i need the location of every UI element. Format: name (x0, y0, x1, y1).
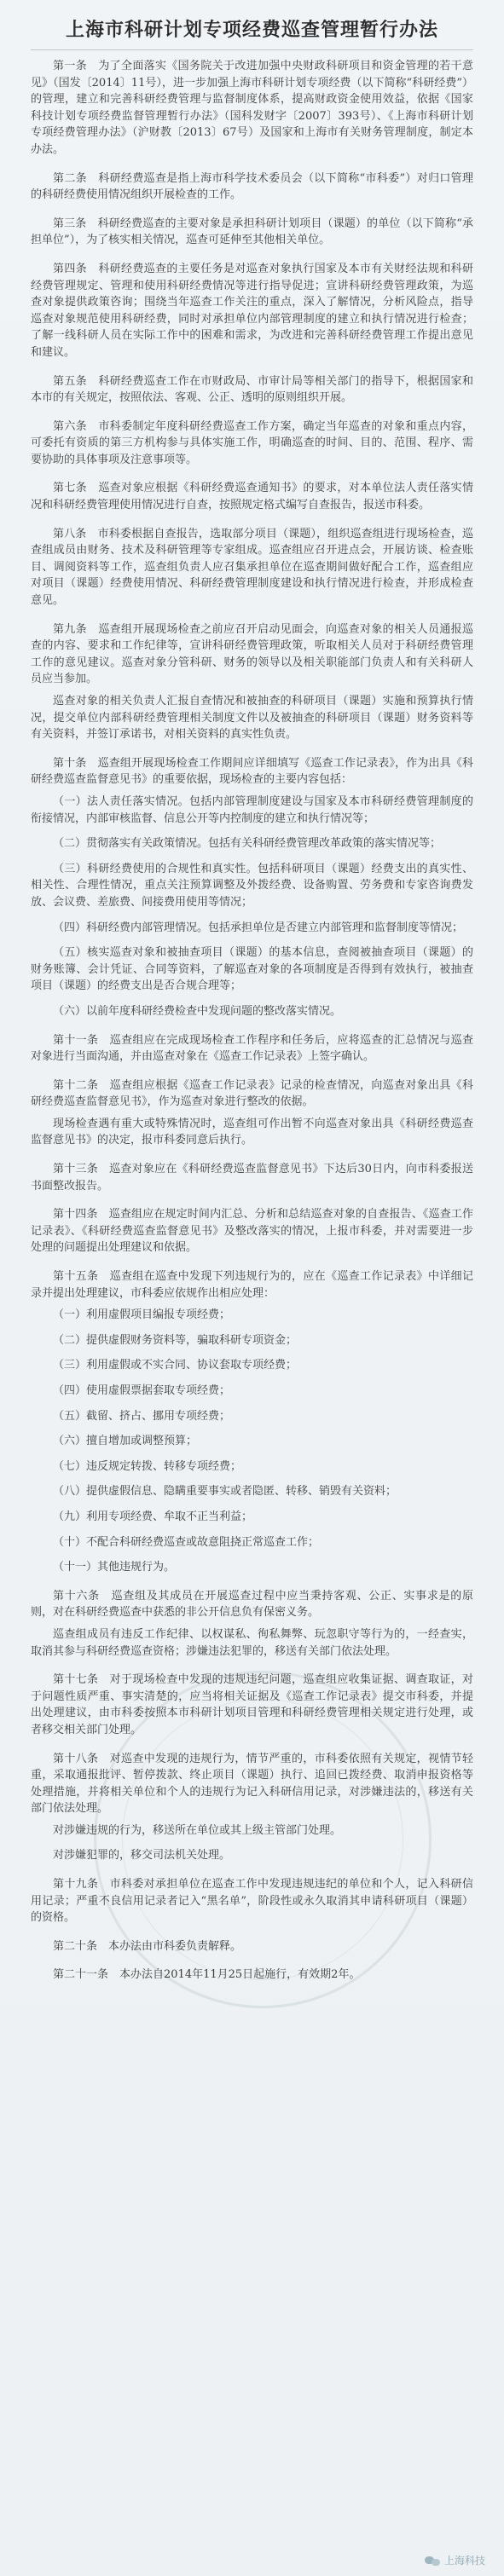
article-9-continued: 巡查对象的相关负责人汇报自查情况和被抽查的科研项目（课题）实施和预算执行情况，提交单位内部科研经费管理相关制度文件以及被抽查的科研项目（课题）财务资料等有关资料，并签订承诺书，对相关资料的真实性负责。 (31, 695, 473, 742)
document-body (31, 58, 473, 1996)
article-1: 第一条 为了全面落实《国务院关于改进加强中央财政科研项目和资金管理的若干意见》（国发〔2014〕11号），进一步加强上海市科研计划专项经费（以下简称“科研经费”）的管理，建立和完善科研经费管理与监督制度体系，提高财政资金使用效益，依据《国家科技计划专项经费监督管理暂行办法》（国科发财字〔2007〕393号）、《上海市科研计划专项经费管理办法》（沪财教〔2013〕67号）及国家和上海市有关财务管理制度，制定本办法。 (31, 60, 473, 156)
article-15-item-10: （十）不配合科研经费巡查或故意阻挠正常巡查工作； (53, 1535, 320, 1549)
article-14: 第十四条 巡查组应在规定时间内汇总、分析和总结巡查对象的自查报告、《巡查工作记录表》、《科研经费巡查监督意见书》及整改落实的情况，上报市科委，并对需要进一步处理的问题提出处理建议和依据。 (31, 1208, 473, 1255)
article-10-item-6: （六）以前年度科研经费检查中发现问题的整改落实情况。 (53, 1004, 342, 1018)
article-10-item-2: （二）贯彻落实有关政策情况。包括有关科研经费管理改革政策的落实情况等； (53, 837, 442, 851)
article-20: 第二十条 本办法由市科委负责解释。 (53, 1939, 242, 1953)
article-15-item-6: （六）擅自增加或调整预算； (53, 1435, 198, 1448)
article-7: 第七条 巡查对象应根据《科研经费巡查通知书》的要求，对本单位法人责任落实情况和科研经费管理使用情况进行自查，按照规定格式编写自查报告，报送市科委。 (31, 482, 473, 512)
article-6: 第六条 市科委制定年度科研经费巡查工作方案，确定当年巡查的对象和重点内容，可委托有资质的第三方机构参与具体实施工作，明确巡查的时间、目的、范围、程序、需要协助的具体事项及注意事项等。 (31, 419, 473, 466)
article-16: 第十六条 巡查组及其成员在开展巡查过程中应当秉持客观、公正、实事求是的原则，对在科研经费巡查中获悉的非公开信息负有保密义务。 (31, 1589, 473, 1620)
article-13: 第十三条 巡查对象应在《科研经费巡查监督意见书》下达后30日内，向市科委报送书面整改报告。 (31, 1163, 473, 1193)
article-4: 第四条 科研经费巡查的主要任务是对巡查对象执行国家及本市有关财经法规和科研经费管理规定、管理和使用科研经费情况等进行指导促进；宣讲科研经费管理政策，为巡查对象提供政策咨询；围绕当年巡查工作关注的重点，深入了解情况，分析风险点，指导巡查对象规范使用科研经费，同时对承担单位内部管理制度的建立和执行情况进行检查；了解一线科研人员在实际工作中的困难和需求，为改进和完善科研经费管理工作提出意见和建议。 (31, 262, 473, 359)
article-15-item-11: （十一）其他违规行为。 (53, 1561, 176, 1574)
article-15-item-5: （五）截留、挤占、挪用专项经费； (53, 1409, 231, 1423)
article-5: 第五条 科研经费巡查工作在市财政局、市审计局等相关部门的指导下，根据国家和本市的有关规定，按照依法、客观、公正、透明的原则组织开展。 (31, 374, 473, 405)
article-9: 第九条 巡查组开展现场检查之前应召开启动见面会，向巡查对象的相关人员通报巡查的内容、要求和工作纪律等，宣讲科研经费管理政策，听取相关人员对于科研经费管理工作的意见建议。巡查对象分管科研、财务的领导以及相关职能部门负责人和有关科研人员应当参加。 (31, 622, 473, 686)
article-19: 第十九条 市科委对承担单位在巡查工作中发现违规违纪的单位和个人，记入科研信用记录；严重不良信用记录者记入“黑名单”，阶段性或永久取消其申请科研项目（课题）的资格。 (31, 1878, 473, 1925)
article-15-item-7: （七）违反规定转拨、转移专项经费； (53, 1459, 242, 1473)
article-3: 第三条 科研经费巡查的主要对象是承担科研计划项目（课题）的单位（以下简称“承担单位”），为了核实相关情况，巡查可延伸至其他相关单位。 (31, 217, 473, 247)
article-21: 第二十一条 本办法自2014年11月25日起施行，有效期2年。 (53, 1968, 361, 1982)
article-10: 第十条 巡查组开展现场检查工作期间应详细填写《巡查工作记录表》，作为出具《科研经费巡查监督意见书》的重要依据，现场检查的主要内容包括： (31, 756, 473, 787)
article-2: 第二条 科研经费巡查是指上海市科学技术委员会（以下简称“市科委”）对归口管理的科研经费使用情况组织开展检查的工作。 (31, 171, 473, 202)
weibo-logo-icon (425, 2555, 440, 2567)
document-title: 上海市科研计划专项经费巡查管理暂行办法 (65, 19, 438, 41)
article-15: 第十五条 巡查组在巡查中发现下列违规行为的，应在《巡查工作记录表》中详细记录并提出处理建议，市科委应依规作出相应处理： (31, 1270, 473, 1300)
article-18-continued-2: 对涉嫌犯罪的，移交司法机关处理。 (53, 1849, 231, 1863)
article-15-item-1: （一）利用虚假项目编报专项经费； (53, 1308, 231, 1322)
article-18: 第十八条 对巡查中发现的违规行为，情节严重的，市科委依照有关规定，视情节轻重，采取通报批评、暂停拨款、终止项目（课题）执行、追回已拨经费、取消申报资格等处理措施，并将相关单位和个人的违规行为记入科研信用记录，对涉嫌违法的，移送有关部门依法处理。 (31, 1752, 473, 1816)
article-15-item-4: （四）使用虚假票据套取专项经费； (53, 1384, 231, 1397)
article-15-item-9: （九）利用专项经费、牟取不正当利益； (53, 1510, 253, 1523)
article-15-item-2: （二）提供虚假财务资料等，骗取科研专项资金； (53, 1333, 298, 1347)
title-divider (31, 49, 473, 50)
article-15-item-3: （三）利用虚假或不实合同、协议套取专项经费； (53, 1359, 298, 1372)
article-10-item-5: （五）核实巡查对象和被抽查项目（课题）的基本信息，查阅被抽查项目（课题）的财务账簿、会计凭证、合同等资料，了解巡查对象的各项制度是否得到有效执行，被抽查项目（课题）的经费支出是否合规合理等； (31, 946, 473, 993)
watermark-label: 上海科技 (443, 2555, 485, 2567)
article-10-item-4: （四）科研经费内部管理情况。包括承担单位是否建立内部管理和监督制度等情况； (53, 921, 464, 934)
article-8: 第八条 市科委根据自查报告，选取部分项目（课题），组织巡查组进行现场检查，巡查组成员由财务、技术及科研管理等专家组成。巡查组应召开进点会，开展访谈、检查账目、调阅资料等工作，巡查组负责人应召集承担单位在巡查期间做好配合工作，巡查组应对项目（课题）经费使用情况、科研经费管理制度建设和执行情况进行检查，并形成检查意见。 (31, 527, 473, 608)
article-12: 第十二条 巡查组应根据《巡查工作记录表》记录的检查情况，向巡查对象出具《科研经费巡查监督意见书》，作为巡查对象进行整改的依据。 (31, 1078, 473, 1109)
article-11: 第十一条 巡查组应在完成现场检查工作程序和任务后，应将巡查的汇总情况与巡查对象进行当面沟通，并由巡查对象在《巡查工作记录表》上签字确认。 (31, 1033, 473, 1064)
article-16-continued: 巡查组成员有违反工作纪律、以权谋私、徇私舞弊、玩忽职守等行为的，一经查实，取消其参与科研经费巡查资格；涉嫌违法犯罪的，移送有关部门依法处理。 (31, 1627, 473, 1658)
article-10-item-3: （三）科研经费使用的合规性和真实性。包括科研项目（课题）经费支出的真实性、相关性、合理性情况，重点关注预算调整及外拨经费、设备购置、劳务费和专家咨询费发放、会议费、差旅费、间接费用使用等情况； (31, 862, 473, 909)
article-18-continued-1: 对涉嫌违规的行为，移送所在单位或其上级主管部门处理。 (53, 1823, 342, 1837)
article-15-item-8: （八）提供虚假信息、隐瞒重要事实或者隐匿、转移、销毁有关资料； (53, 1485, 397, 1499)
article-17: 第十七条 对于现场检查中发现的违规违纪问题，巡查组应收集证据、调查取证，对于问题性质严重、事实清楚的，应当将相关证据及《巡查工作记录表》提交市科委，并提出处理建议，由市科委按照本市科研计划项目管理和科研经费管理相关规定进行处理，或者移交相关部门处理。 (31, 1673, 473, 1736)
article-10-item-1: （一）法人责任落实情况。包括内部管理制度建设与国家及本市科研经费管理制度的衔接情况，内部审核监督、信息公开等内控制度的建立和执行情况等； (31, 794, 473, 825)
article-12-continued: 现场检查遇有重大或特殊情况时，巡查组可作出暂不向巡查对象出具《科研经费巡查监督意见书》的决定，报市科委同意后执行。 (31, 1117, 473, 1147)
source-watermark (425, 2553, 485, 2567)
